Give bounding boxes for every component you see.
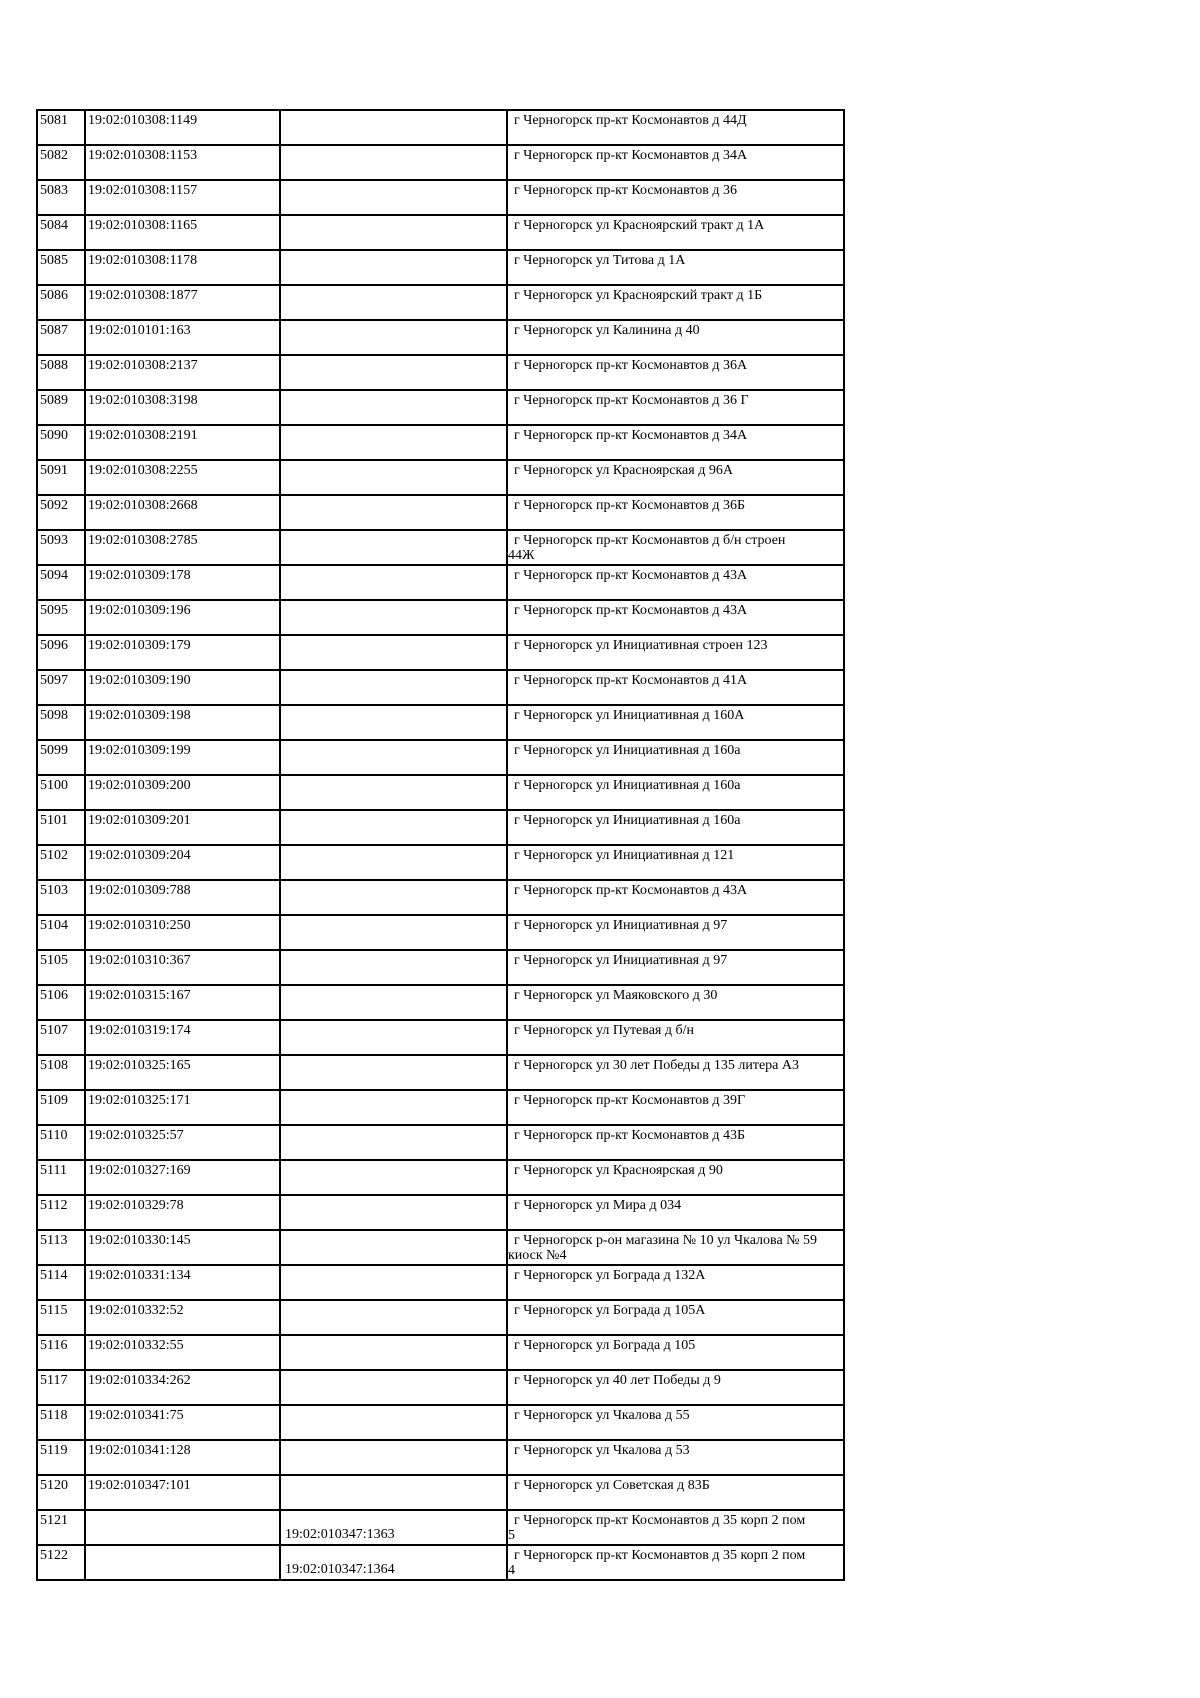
address-cell: [507, 600, 844, 635]
related-cadastral-cell: [280, 1195, 507, 1230]
cadastral-number-cell: 19:02:010101:163: [85, 320, 280, 355]
cadastral-number-cell: 19:02:010309:190: [85, 670, 280, 705]
related-cadastral-cell: [280, 1090, 507, 1125]
address-text: г Черногорск ул Инициативная д 121: [514, 848, 735, 863]
address-text: г Черногорск ул Чкалова д 53: [514, 1443, 690, 1458]
table-row: [37, 880, 844, 915]
cadastral-number-cell: 19:02:010347:101: [85, 1475, 280, 1510]
row-number-cell: 5094: [37, 565, 85, 600]
row-number-cell: 5111: [37, 1160, 85, 1195]
related-cadastral-cell: [280, 320, 507, 355]
row-number-cell: 5120: [37, 1475, 85, 1510]
related-cadastral-cell: [280, 1545, 507, 1580]
related-cadastral-cell: [280, 1055, 507, 1090]
table-row: [37, 1300, 844, 1335]
related-cadastral-cell: [280, 740, 507, 775]
address-cell: [507, 425, 844, 460]
table-row: [37, 1125, 844, 1160]
related-cadastral-cell: [280, 880, 507, 915]
cadastral-number-cell: [85, 1545, 280, 1580]
address-cell: [507, 1475, 844, 1510]
table-row: [37, 670, 844, 705]
row-number-cell: 5114: [37, 1265, 85, 1300]
related-cadastral-cell: [280, 845, 507, 880]
related-cadastral-cell: [280, 495, 507, 530]
related-cadastral-cell: [280, 250, 507, 285]
related-cadastral-cell: [280, 1370, 507, 1405]
address-cell: [507, 285, 844, 320]
address-cell: [507, 355, 844, 390]
address-cell: [507, 985, 844, 1020]
table-row: [37, 1055, 844, 1090]
related-cadastral-cell: [280, 775, 507, 810]
table-row: [37, 1545, 844, 1580]
table-row: [37, 1475, 844, 1510]
row-number-cell: 5082: [37, 145, 85, 180]
cadastral-number-cell: 19:02:010308:3198: [85, 390, 280, 425]
address-text: г Черногорск ул Инициативная д 97: [514, 953, 728, 968]
address-cell: [507, 1510, 844, 1545]
related-cadastral-cell: [280, 180, 507, 215]
table-row: [37, 1510, 844, 1545]
address-text: г Черногорск ул Инициативная д 160А: [514, 708, 745, 723]
row-number-cell: 5091: [37, 460, 85, 495]
address-text: г Черногорск ул Красноярская д 96А: [514, 463, 733, 478]
address-text: г Черногорск пр-кт Космонавтов д 35 корп 2 пом: [514, 1513, 806, 1528]
address-text: г Черногорск пр-кт Космонавтов д б/н строен: [514, 533, 786, 548]
address-text: г Черногорск пр-кт Космонавтов д 44Д: [514, 113, 747, 128]
address-cell: [507, 250, 844, 285]
cadastral-number-cell: 19:02:010308:1165: [85, 215, 280, 250]
row-number-cell: 5106: [37, 985, 85, 1020]
address-cell: [507, 180, 844, 215]
related-cadastral-cell: [280, 145, 507, 180]
row-number-cell: 5096: [37, 635, 85, 670]
row-number-cell: 5087: [37, 320, 85, 355]
address-text: г Черногорск ул Бограда д 105А: [514, 1303, 706, 1318]
address-text: г Черногорск ул Красноярский тракт д 1Б: [514, 288, 763, 303]
address-text: г Черногорск пр-кт Космонавтов д 43А: [514, 883, 748, 898]
address-text: г Черногорск ул 30 лет Победы д 135 литера А3: [514, 1058, 800, 1073]
related-cadastral-cell: [280, 1440, 507, 1475]
table-row: [37, 1440, 844, 1475]
table-row: [37, 635, 844, 670]
related-cadastral-cell: [280, 425, 507, 460]
address-cell: [507, 635, 844, 670]
address-text: г Черногорск пр-кт Космонавтов д 36: [514, 183, 738, 198]
cadastral-number-cell: 19:02:010308:1157: [85, 180, 280, 215]
table-row: [37, 1335, 844, 1370]
table-row: [37, 1405, 844, 1440]
address-text: г Черногорск пр-кт Космонавтов д 36А: [514, 358, 748, 373]
row-number-cell: 5083: [37, 180, 85, 215]
row-number-cell: 5108: [37, 1055, 85, 1090]
row-number-cell: 5084: [37, 215, 85, 250]
address-text: г Черногорск ул Инициативная д 160а: [514, 813, 741, 828]
address-text: г Черногорск ул Инициативная строен 123: [514, 638, 768, 653]
row-number-cell: 5107: [37, 1020, 85, 1055]
table-row: [37, 1160, 844, 1195]
address-cell: [507, 1125, 844, 1160]
address-cell: [507, 495, 844, 530]
address-cell: [507, 915, 844, 950]
cadastral-number-cell: 19:02:010308:1153: [85, 145, 280, 180]
cadastral-number-cell: 19:02:010309:198: [85, 705, 280, 740]
row-number-cell: 5116: [37, 1335, 85, 1370]
row-number-cell: 5112: [37, 1195, 85, 1230]
related-cadastral-cell: [280, 950, 507, 985]
cadastral-number-cell: 19:02:010329:78: [85, 1195, 280, 1230]
address-cell: [507, 670, 844, 705]
address-cell: [507, 215, 844, 250]
cadastral-number-cell: 19:02:010309:201: [85, 810, 280, 845]
cadastral-number-cell: 19:02:010309:196: [85, 600, 280, 635]
related-cadastral-cell: [280, 530, 507, 565]
related-cadastral-number: 19:02:010347:1363: [285, 1527, 395, 1542]
address-text: г Черногорск р-он магазина № 10 ул Чкалова № 59: [514, 1233, 818, 1248]
cadastral-number-cell: 19:02:010315:167: [85, 985, 280, 1020]
address-continuation: 4: [508, 1563, 515, 1578]
address-cell: [507, 1195, 844, 1230]
table-row: [37, 1020, 844, 1055]
related-cadastral-cell: [280, 1335, 507, 1370]
row-number-cell: 5103: [37, 880, 85, 915]
cadastral-number-cell: 19:02:010308:2191: [85, 425, 280, 460]
cadastral-number-cell: 19:02:010309:200: [85, 775, 280, 810]
table-row: [37, 810, 844, 845]
related-cadastral-cell: [280, 355, 507, 390]
address-cell: [507, 845, 844, 880]
table-row: [37, 320, 844, 355]
address-text: г Черногорск пр-кт Космонавтов д 39Г: [514, 1093, 746, 1108]
related-cadastral-cell: [280, 460, 507, 495]
address-text: г Черногорск ул Инициативная д 160а: [514, 778, 741, 793]
related-cadastral-cell: [280, 635, 507, 670]
cadastral-number-cell: 19:02:010308:1178: [85, 250, 280, 285]
address-cell: [507, 1545, 844, 1580]
related-cadastral-cell: [280, 670, 507, 705]
address-text: г Черногорск пр-кт Космонавтов д 43Б: [514, 1128, 746, 1143]
cadastral-number-cell: 19:02:010341:75: [85, 1405, 280, 1440]
address-cell: [507, 1335, 844, 1370]
table-row: [37, 460, 844, 495]
address-text: г Черногорск пр-кт Космонавтов д 41А: [514, 673, 748, 688]
cadastral-number-cell: 19:02:010308:2668: [85, 495, 280, 530]
row-number-cell: 5104: [37, 915, 85, 950]
address-text: г Черногорск ул Чкалова д 55: [514, 1408, 690, 1423]
address-text: г Черногорск ул Мира д 034: [514, 1198, 682, 1213]
cadastral-number-cell: 19:02:010309:199: [85, 740, 280, 775]
address-text: г Черногорск ул Путевая д б/н: [514, 1023, 694, 1038]
cadastral-number-cell: 19:02:010308:2137: [85, 355, 280, 390]
table-row: [37, 215, 844, 250]
table-row: [37, 775, 844, 810]
address-text: г Черногорск ул 40 лет Победы д 9: [514, 1373, 721, 1388]
address-cell: [507, 705, 844, 740]
address-cell: [507, 1230, 844, 1265]
table-row: [37, 1265, 844, 1300]
row-number-cell: 5086: [37, 285, 85, 320]
address-cell: [507, 950, 844, 985]
row-number-cell: 5122: [37, 1545, 85, 1580]
table-body: [37, 110, 844, 1580]
table-row: [37, 1195, 844, 1230]
cadastral-number-cell: 19:02:010309:179: [85, 635, 280, 670]
address-text: г Черногорск ул Титова д 1А: [514, 253, 686, 268]
row-number-cell: 5102: [37, 845, 85, 880]
related-cadastral-cell: [280, 985, 507, 1020]
address-cell: [507, 1440, 844, 1475]
address-cell: [507, 1020, 844, 1055]
row-number-cell: 5095: [37, 600, 85, 635]
address-continuation: 44Ж: [508, 548, 535, 563]
address-cell: [507, 1055, 844, 1090]
table-row: [37, 600, 844, 635]
address-cell: [507, 1265, 844, 1300]
table-row: [37, 495, 844, 530]
address-cell: [507, 810, 844, 845]
address-text: г Черногорск ул Красноярский тракт д 1А: [514, 218, 765, 233]
address-cell: [507, 1370, 844, 1405]
address-cell: [507, 320, 844, 355]
row-number-cell: 5121: [37, 1510, 85, 1545]
related-cadastral-cell: [280, 110, 507, 145]
related-cadastral-cell: [280, 1160, 507, 1195]
row-number-cell: 5085: [37, 250, 85, 285]
cadastral-number-cell: 19:02:010308:1877: [85, 285, 280, 320]
table-row: [37, 145, 844, 180]
row-number-cell: 5097: [37, 670, 85, 705]
address-text: г Черногорск пр-кт Космонавтов д 43А: [514, 603, 748, 618]
related-cadastral-cell: [280, 915, 507, 950]
table-row: [37, 425, 844, 460]
cadastral-number-cell: 19:02:010332:52: [85, 1300, 280, 1335]
table-row: [37, 915, 844, 950]
related-cadastral-cell: [280, 705, 507, 740]
cadastral-number-cell: 19:02:010332:55: [85, 1335, 280, 1370]
cadastral-number-cell: 19:02:010325:57: [85, 1125, 280, 1160]
cadastral-number-cell: [85, 1510, 280, 1545]
cadastral-number-cell: 19:02:010309:204: [85, 845, 280, 880]
address-cell: [507, 880, 844, 915]
row-number-cell: 5092: [37, 495, 85, 530]
table-row: [37, 950, 844, 985]
cadastral-number-cell: 19:02:010308:2785: [85, 530, 280, 565]
table-row: [37, 355, 844, 390]
address-cell: [507, 1090, 844, 1125]
row-number-cell: 5105: [37, 950, 85, 985]
row-number-cell: 5118: [37, 1405, 85, 1440]
address-text: г Черногорск ул Красноярская д 90: [514, 1163, 723, 1178]
cadastral-number-cell: 19:02:010309:178: [85, 565, 280, 600]
address-text: г Черногорск пр-кт Космонавтов д 36Б: [514, 498, 746, 513]
address-cell: [507, 1405, 844, 1440]
related-cadastral-cell: [280, 390, 507, 425]
related-cadastral-cell: [280, 1510, 507, 1545]
address-cell: [507, 110, 844, 145]
address-text: г Черногорск ул Советская д 83Б: [514, 1478, 710, 1493]
address-text: г Черногорск ул Калинина д 40: [514, 323, 700, 338]
table-row: [37, 530, 844, 565]
related-cadastral-number: 19:02:010347:1364: [285, 1562, 395, 1577]
row-number-cell: 5093: [37, 530, 85, 565]
address-text: г Черногорск пр-кт Космонавтов д 34А: [514, 148, 748, 163]
address-text: г Черногорск пр-кт Космонавтов д 34А: [514, 428, 748, 443]
row-number-cell: 5109: [37, 1090, 85, 1125]
table-row: [37, 845, 844, 880]
related-cadastral-cell: [280, 215, 507, 250]
row-number-cell: 5101: [37, 810, 85, 845]
table-row: [37, 985, 844, 1020]
table-row: [37, 1090, 844, 1125]
records-table: [36, 109, 845, 1581]
cadastral-number-cell: 19:02:010309:788: [85, 880, 280, 915]
address-text: г Черногорск ул Бограда д 132А: [514, 1268, 706, 1283]
table-row: [37, 110, 844, 145]
table-row: [37, 565, 844, 600]
address-continuation: киоск №4: [508, 1248, 567, 1263]
related-cadastral-cell: [280, 1300, 507, 1335]
address-text: г Черногорск пр-кт Космонавтов д 43А: [514, 568, 748, 583]
table-row: [37, 740, 844, 775]
address-cell: [507, 1160, 844, 1195]
related-cadastral-cell: [280, 600, 507, 635]
address-text: г Черногорск ул Инициативная д 160а: [514, 743, 741, 758]
row-number-cell: 5117: [37, 1370, 85, 1405]
cadastral-number-cell: 19:02:010325:171: [85, 1090, 280, 1125]
row-number-cell: 5119: [37, 1440, 85, 1475]
address-text: г Черногорск ул Инициативная д 97: [514, 918, 728, 933]
address-cell: [507, 740, 844, 775]
table-row: [37, 1230, 844, 1265]
address-cell: [507, 1300, 844, 1335]
cadastral-number-cell: 19:02:010308:2255: [85, 460, 280, 495]
cadastral-number-cell: 19:02:010331:134: [85, 1265, 280, 1300]
related-cadastral-cell: [280, 1405, 507, 1440]
table-row: [37, 250, 844, 285]
related-cadastral-cell: [280, 565, 507, 600]
table-row: [37, 1370, 844, 1405]
cadastral-number-cell: 19:02:010310:250: [85, 915, 280, 950]
address-cell: [507, 145, 844, 180]
cadastral-number-cell: 19:02:010341:128: [85, 1440, 280, 1475]
address-continuation: 5: [508, 1528, 515, 1543]
row-number-cell: 5088: [37, 355, 85, 390]
row-number-cell: 5099: [37, 740, 85, 775]
cadastral-number-cell: 19:02:010327:169: [85, 1160, 280, 1195]
cadastral-number-cell: 19:02:010319:174: [85, 1020, 280, 1055]
address-cell: [507, 390, 844, 425]
address-cell: [507, 775, 844, 810]
row-number-cell: 5100: [37, 775, 85, 810]
address-text: г Черногорск пр-кт Космонавтов д 35 корп 2 пом: [514, 1548, 806, 1563]
address-cell: [507, 530, 844, 565]
related-cadastral-cell: [280, 1475, 507, 1510]
cadastral-number-cell: 19:02:010325:165: [85, 1055, 280, 1090]
related-cadastral-cell: [280, 1265, 507, 1300]
row-number-cell: 5113: [37, 1230, 85, 1265]
row-number-cell: 5089: [37, 390, 85, 425]
related-cadastral-cell: [280, 285, 507, 320]
table-row: [37, 180, 844, 215]
cadastral-number-cell: 19:02:010334:262: [85, 1370, 280, 1405]
address-text: г Черногорск пр-кт Космонавтов д 36 Г: [514, 393, 749, 408]
table-row: [37, 705, 844, 740]
cadastral-number-cell: 19:02:010330:145: [85, 1230, 280, 1265]
related-cadastral-cell: [280, 1230, 507, 1265]
address-text: г Черногорск ул Маяковского д 30: [514, 988, 718, 1003]
row-number-cell: 5115: [37, 1300, 85, 1335]
address-cell: [507, 565, 844, 600]
table-row: [37, 390, 844, 425]
row-number-cell: 5098: [37, 705, 85, 740]
row-number-cell: 5090: [37, 425, 85, 460]
address-cell: [507, 460, 844, 495]
cadastral-number-cell: 19:02:010310:367: [85, 950, 280, 985]
row-number-cell: 5081: [37, 110, 85, 145]
cadastral-number-cell: 19:02:010308:1149: [85, 110, 280, 145]
address-text: г Черногорск ул Бограда д 105: [514, 1338, 696, 1353]
related-cadastral-cell: [280, 810, 507, 845]
related-cadastral-cell: [280, 1125, 507, 1160]
table-row: [37, 285, 844, 320]
row-number-cell: 5110: [37, 1125, 85, 1160]
related-cadastral-cell: [280, 1020, 507, 1055]
